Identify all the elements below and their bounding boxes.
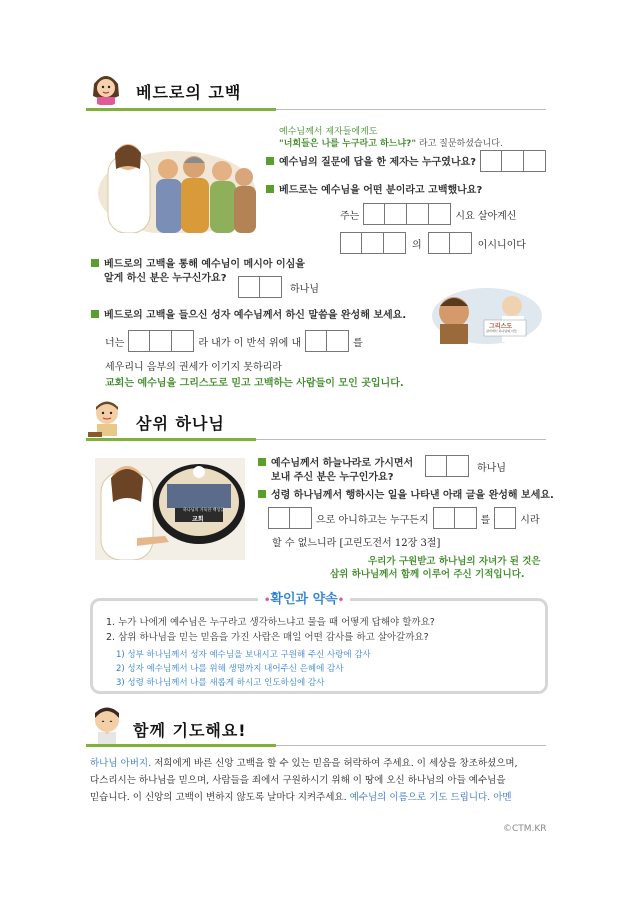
answer-box[interactable]: [425, 455, 447, 477]
s2-q1-ans: 하나님: [477, 462, 506, 474]
answer-box[interactable]: [429, 203, 451, 225]
q3-answer: [238, 276, 319, 298]
prayer-title-rule: [86, 744, 276, 747]
check-item-1: 1) 성부 하나님께서 성자 예수님을 보내시고 구원해 주신 사랑에 감사: [116, 650, 371, 660]
section1-summary: 교회는 예수님을 그리스도로 믿고 고백하는 사람들이 모인 곳입니다.: [105, 378, 404, 389]
section1-title: 베드로의 고백: [136, 83, 242, 102]
q2-ans-d: 이시니이다: [477, 239, 526, 251]
disciples-illustration: [98, 133, 256, 233]
section2-q1-line1: 예수님께서 하늘나라로 가시면서: [271, 458, 414, 469]
s2-q2-c: 시라: [520, 514, 540, 526]
answer-box[interactable]: [524, 150, 546, 172]
christ-label: 그리스도: [489, 323, 513, 330]
bullet-square-icon: [266, 157, 274, 165]
q4-a: 너는: [105, 337, 125, 349]
section2-q2-text: 성령 하나님께서 행하시는 일을 나타낸 아래 글을 완성해 보세요.: [271, 490, 554, 501]
section2-q1-answer: [425, 455, 506, 477]
prayer-line1: [90, 755, 518, 769]
section1-intro-line1: 예수님께서 제자들에게도: [279, 127, 378, 137]
answer-box[interactable]: [260, 276, 282, 298]
prayer-title: 함께 기도해요!: [133, 721, 247, 740]
check-q2: 2. 삼위 하나님을 믿는 믿음을 가진 사람은 매일 어떤 감사를 하고 살아갈까요?: [106, 632, 429, 643]
q4-boxes-b[interactable]: [305, 330, 349, 352]
christ-confession-illustration: [432, 286, 542, 344]
answer-box[interactable]: [480, 150, 502, 172]
section1-q4: [91, 309, 406, 323]
copyright: ©CTM.KR: [503, 824, 547, 834]
christ-sub: 살아계신 하나님의 아들: [486, 329, 517, 333]
check-title: [258, 588, 350, 607]
q2-answer-line2: [340, 232, 526, 254]
section1-q3-line1: 베드로의 고백을 통해 예수님이 메시아 이심을: [104, 259, 305, 270]
section1-q4-text: 베드로의 고백을 들으신 성자 예수님께서 하신 말씀을 완성해 보세요.: [104, 310, 407, 321]
s2-q1-boxes[interactable]: [425, 455, 469, 477]
bullet-square-icon: [266, 185, 274, 193]
check-item-3: 3) 성령 하나님께서 나를 새롭게 하시고 인도하심에 감사: [116, 678, 325, 688]
answer-box[interactable]: [238, 276, 260, 298]
answer-box[interactable]: [362, 232, 384, 254]
answer-box[interactable]: [268, 507, 290, 529]
q2-ans-c: 의: [412, 239, 422, 251]
q4-c: 를: [353, 337, 363, 349]
jesus-church-illustration: [95, 458, 245, 560]
answer-box[interactable]: [450, 232, 472, 254]
s2-q2-boxes-a[interactable]: [268, 507, 312, 529]
bullet-square-icon: [258, 490, 266, 498]
section2-rule-gray: [256, 439, 546, 440]
q2-ans-b: 시요 살아계신: [455, 210, 517, 222]
intro-tail: 라고 질문하셨습니다.: [416, 139, 503, 149]
answer-box[interactable]: [447, 455, 469, 477]
q3-boxes[interactable]: [238, 276, 282, 298]
q4-line2: 세우리니 음부의 권세가 이기지 못하리라: [105, 362, 282, 373]
answer-box[interactable]: [455, 507, 477, 529]
q4-boxes-a[interactable]: [128, 330, 194, 352]
section2-q2-answer-line1: [268, 507, 540, 529]
prayer-line3-b: 예수님의 이름으로 기도 드립니다. 아멘: [346, 792, 512, 803]
answer-box[interactable]: [290, 507, 312, 529]
answer-box[interactable]: [407, 203, 429, 225]
bullet-square-icon: [258, 458, 266, 466]
dot-decoration-icon: •: [337, 595, 345, 606]
q4-b: 라 내가 이 반석 위에 내: [198, 337, 302, 349]
prayer-line1-rest: 저희에게 바른 신앙 고백을 할 수 있는 믿음을 허락하여 주세요. 이 세상을 창조하셨으며,: [151, 758, 518, 769]
section1-q3-line2: 알게 하신 분은 누구신가요?: [104, 273, 227, 284]
answer-box[interactable]: [327, 330, 349, 352]
s2-q2-boxes-b[interactable]: [433, 507, 477, 529]
check-q1: 1. 누가 나에게 예수님은 누구라고 생각하느냐고 물을 때 어떻게 답해야 할까요?: [106, 617, 435, 628]
answer-box[interactable]: [502, 150, 524, 172]
dot-decoration-icon: •: [264, 595, 271, 606]
section2-summary-line1: 우리가 구원받고 하나님의 자녀가 된 것은: [368, 556, 541, 567]
answer-box[interactable]: [385, 203, 407, 225]
answer-box[interactable]: [340, 232, 362, 254]
answer-box[interactable]: [128, 330, 150, 352]
q1-answer-boxes[interactable]: [480, 150, 546, 172]
answer-box[interactable]: [363, 203, 385, 225]
answer-box[interactable]: [494, 507, 516, 529]
answer-box[interactable]: [384, 232, 406, 254]
answer-box[interactable]: [305, 330, 327, 352]
section1-rule-gray: [276, 109, 546, 110]
church-label: 교회: [192, 516, 204, 523]
section1-q1-text: 예수님의 질문에 답을 한 제자는 누구였나요?: [279, 157, 477, 168]
q2-ans-a: 주는: [340, 210, 360, 222]
section1-title-rule: [86, 108, 276, 111]
answer-box[interactable]: [428, 232, 450, 254]
prayer-open: 하나님 아버지.: [90, 758, 152, 769]
prayer-line3: [90, 789, 512, 803]
s2-q2-a: 으로 아니하고는 누구든지: [316, 514, 429, 526]
praying-boy-avatar-icon: [88, 704, 126, 748]
answer-box[interactable]: [172, 330, 194, 352]
section2-q1-line2: 보내 주신 분은 누구인가요?: [271, 472, 394, 483]
intro-quote: "너희들은 나를 누구라고 하느냐?": [279, 139, 417, 149]
q2-answer-line1: [340, 203, 516, 225]
q2-boxes-a[interactable]: [363, 203, 451, 225]
q3-ans: 하나님: [290, 283, 319, 295]
q4-answer-line1: [105, 330, 363, 352]
q2-boxes-b[interactable]: [340, 232, 406, 254]
section2-summary-line2: 삼위 하나님께서 함께 이루어 주신 기적입니다.: [330, 569, 525, 580]
bullet-square-icon: [91, 310, 99, 318]
check-title-text: 확인과 약속: [270, 592, 338, 607]
answer-box[interactable]: [150, 330, 172, 352]
section2-title: 삼위 하나님: [136, 414, 225, 433]
prayer-line3-a: 믿습니다. 이 신앙의 고백이 변하지 않도록 날마다 지켜주세요.: [90, 792, 347, 803]
s2-q2-b: 를: [480, 514, 491, 526]
church-sub: 하나님의 거룩한 백성들: [183, 507, 225, 512]
section1-intro-question: [279, 136, 503, 149]
section2-q1: [258, 457, 413, 485]
section1-q2-text: 베드로는 예수님을 어떤 분이라고 고백했나요?: [279, 185, 483, 196]
answer-box[interactable]: [433, 507, 455, 529]
prayer-rule-gray: [276, 745, 546, 746]
section2-title-rule: [86, 438, 256, 441]
section1-q2: [266, 184, 482, 198]
section1-q1: [266, 156, 476, 170]
section2-q2: [258, 489, 554, 503]
boy-avatar-icon: [88, 398, 126, 438]
q2-boxes-c[interactable]: [428, 232, 472, 254]
bullet-square-icon: [91, 259, 99, 267]
check-item-2: 2) 성자 예수님께서 나를 위해 생명까지 내어주신 은혜에 감사: [116, 664, 344, 674]
s2-q2-line2: 할 수 없느니라 [고린도전서 12장 3절]: [272, 538, 441, 549]
prayer-line2: 다스리시는 하나님을 믿으며, 사람들을 죄에서 구원하시기 위해 이 땅에 오신 하나님의 아들 예수님을: [90, 775, 506, 786]
girl-avatar-icon: [86, 66, 126, 106]
